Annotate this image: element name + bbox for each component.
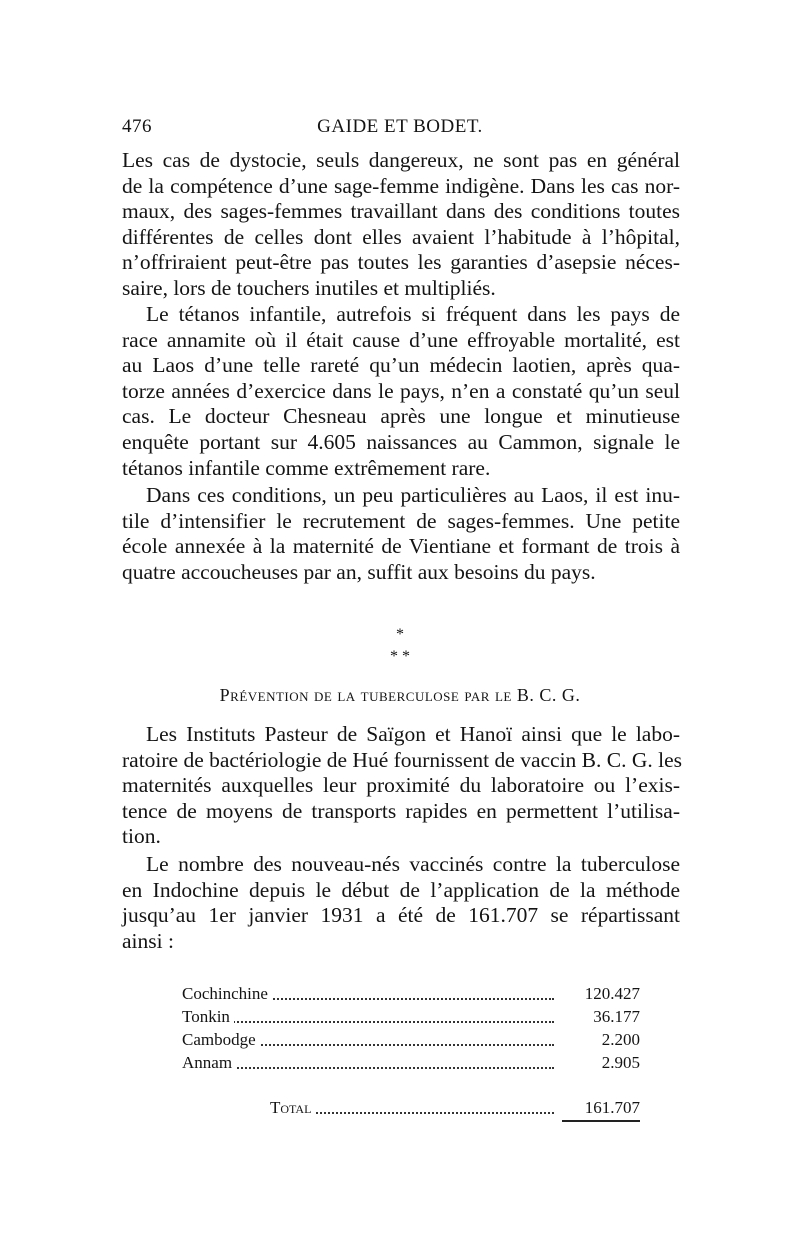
text-line: ainsi : xyxy=(122,928,174,953)
page-number: 476 xyxy=(122,116,152,137)
region-name: Tonkin xyxy=(182,1007,234,1027)
section-heading: Prévention de la tuberculose par le B. C. G. xyxy=(219,685,581,705)
text-line: tion. xyxy=(122,824,161,849)
table-row xyxy=(182,1053,640,1075)
text-line: jusqu’au 1er janvier 1931 a été de 161.707 se répartissant xyxy=(122,903,680,928)
table-row xyxy=(182,984,640,1006)
text-line: Le tétanos infantile, autrefois si fréquent dans les pays de xyxy=(146,302,680,326)
region-name: Cochinchine xyxy=(182,984,272,1004)
text-line: enquête portant sur 4.605 naissances au Cammon, signale le xyxy=(122,429,680,454)
separator-star-top: * xyxy=(396,626,404,643)
text-line: Le nombre des nouveau-nés vaccinés contre la tuberculose xyxy=(146,852,680,876)
table-total-row xyxy=(182,1098,640,1120)
paragraph-tetanos xyxy=(122,302,680,481)
region-value: 120.427 xyxy=(584,984,640,1003)
separator-stars-bottom: * * xyxy=(390,648,410,665)
text-line: quatre accoucheuses par an, suffit aux besoins du pays. xyxy=(122,559,596,584)
text-line: saire, lors de touchers inutiles et multipliés. xyxy=(122,275,496,300)
text-line: cas. Le docteur Chesneau après une longue et minutieuse xyxy=(122,404,680,429)
text-line: de la compétence d’une sage-femme indigène. Dans les cas nor- xyxy=(122,173,680,198)
text-line: torze années d’exercice dans le pays, n’en a constaté qu’un seul xyxy=(122,378,680,403)
total-value: 161.707 xyxy=(584,1098,640,1117)
region-value: 2.905 xyxy=(601,1053,640,1072)
text-line: tétanos infantile comme extrêmement rare. xyxy=(122,455,491,480)
paragraph-instituts xyxy=(122,722,683,850)
text-line: tence de moyens de transports rapides en permettent l’utilisa- xyxy=(122,798,680,823)
paragraph-nombre xyxy=(122,852,680,954)
table-row xyxy=(182,1030,640,1052)
text-line: n’offriraient peut-être pas toutes les garanties d’asepsie néces- xyxy=(122,250,680,275)
text-line: maternités auxquelles leur proximité du laboratoire ou l’exis- xyxy=(122,773,680,798)
text-line: tile d’intensifier le recrutement de sages-femmes. Une petite xyxy=(122,508,680,533)
text-line: au Laos d’une telle rareté qu’un médecin laotien, après qua- xyxy=(122,353,680,378)
running-title: GAIDE ET BODET. xyxy=(317,116,483,137)
region-value: 36.177 xyxy=(593,1007,640,1026)
text-line: Les cas de dystocie, seuls dangereux, ne sont pas en général xyxy=(122,148,680,172)
text-line: ratoire de bactériologie de Hué fournissent de vaccin B. C. G. les xyxy=(122,747,683,772)
page-header xyxy=(122,116,678,146)
text-line: Dans ces conditions, un peu particulières au Laos, il est inu- xyxy=(146,483,680,507)
text-line: race annamite où il était cause d’une effroyable mortalité, est xyxy=(122,327,680,352)
leader-dots xyxy=(182,1067,554,1069)
paragraph-conditions xyxy=(122,483,680,585)
region-name: Annam xyxy=(182,1053,236,1073)
total-label: Total xyxy=(270,1098,315,1118)
text-line: différentes de celles dont elles avaient l’habitude à l’hôpital, xyxy=(122,224,680,249)
total-underline xyxy=(562,1120,640,1122)
paragraph-dystocie xyxy=(122,148,680,302)
region-name: Cambodge xyxy=(182,1030,260,1050)
region-value: 2.200 xyxy=(601,1030,640,1049)
leader-dots xyxy=(182,1021,554,1023)
text-line: école annexée à la maternité de Vientiane et formant de trois à xyxy=(122,534,680,559)
text-line: Les Instituts Pasteur de Saïgon et Hanoï ainsi que le labo- xyxy=(146,722,680,746)
table-row xyxy=(182,1007,640,1029)
text-line: en Indochine depuis le début de l’application de la méthode xyxy=(122,877,680,902)
text-line: maux, des sages-femmes travaillant dans des conditions toutes xyxy=(122,199,680,224)
